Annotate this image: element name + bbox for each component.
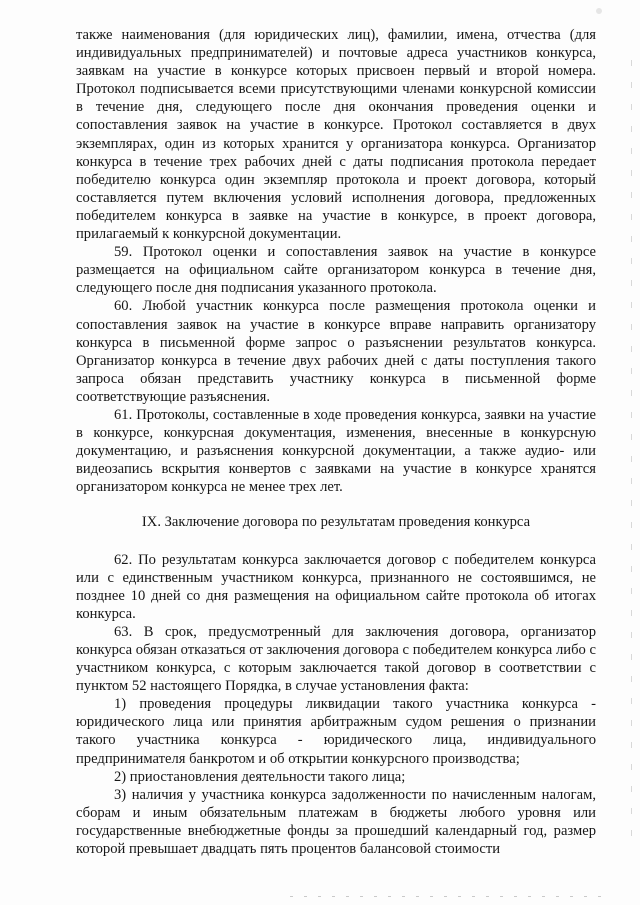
paragraph-60: 60. Любой участник конкурса после размещения протокола оценки и сопоставления заявок на участие в конкурсе вправе направить организатору конкурса в письменной форме запрос о разъяснении результатов конкурса. Организатор конкурса в течение двух рабочих дней с даты поступления такого запроса обязан представить участнику конкурса в письменной форме соответствующие разъяснения.: [76, 298, 596, 405]
paragraph-intro: также наименования (для юридических лиц), фамилии, имена, отчества (для индивидуальных предпринимателей) и почтовые адреса участников конкурса, заявкам на участие в конкурсе которых присвоен первый и второй номера. Протокол подписывается всеми присутствующими членами конкурсной комиссии в течение дня, следующего после дня окончания проведения оценки и сопоставления заявок на участие в конкурсе. Протокол составляется в двух экземплярах, один из которых хранится у организатора конкурса. Организатор конкурса в течение трех рабочих дней с даты подписания протокола передает победителю конкурса один экземпляр протокола и проект договора, который составляется путем включения условий исполнения договора, предложенных победителем конкурса в заявке на участие в конкурсе, в проект договора, прилагаемый к конкурсной документации.: [76, 27, 596, 243]
list-item-1: 1) проведения процедуры ликвидации такого участника конкурса - юридического лица или принятия арбитражным судом решения о признании такого участника конкурса - юридического лица, индивидуального предпринимателя банкротом и об открытии конкурсного производства;: [76, 696, 596, 767]
list-item-2: 2) приостановления деятельности такого лица;: [114, 768, 406, 785]
spacer: [76, 532, 596, 551]
scan-artifact-bottom: [290, 896, 610, 897]
paragraph-62: 62. По результатам конкурса заключается договор с победителем конкурса или с единственным участником конкурса, признанного не состоявшимся, не позднее 10 дней со дня размещения на официальном сайте протокола об итогах конкурса.: [76, 551, 596, 622]
document-body: [76, 26, 596, 858]
paragraph-63: 63. В срок, предусмотренный для заключения договора, организатор конкурса обязан отказаться от заключения договора с победителем конкурса либо с участником конкурса, с которым заключается такой договор в соответствии с пунктом 52 настоящего Порядка, в случае установления факта:: [76, 623, 596, 695]
scan-artifact-edge: [631, 60, 632, 840]
spacer: [76, 496, 596, 513]
list-item-3: 3) наличия у участника конкурса задолженности по начисленным налогам, сборам и иным обязательным платежам в бюджеты любого уровня или государственные внебюджетные фонды за прошедший календарный год, размер которой превышает двадцать пять процентов балансовой стоимости: [76, 786, 596, 858]
paragraph-59: 59. Протокол оценки и сопоставления заявок на участие в конкурсе размещается на официальном сайте организатором конкурса в течение дня, следующего после дня подписания указанного протокола.: [76, 244, 596, 297]
paragraph-61: 61. Протоколы, составленные в ходе проведения конкурса, заявки на участие в конкурсе, конкурсная документация, изменения, внесенные в конкурсную документацию, и разъяснения конкурсной документации, а также аудио- или видеозапись вскрытия конвертов с заявками на участие в конкурсе хранятся организатором конкурса не менее трех лет.: [76, 406, 596, 496]
section-heading: IX. Заключение договора по результатам проведения конкурса: [141, 514, 531, 531]
scan-artifact-dot: [596, 8, 602, 14]
